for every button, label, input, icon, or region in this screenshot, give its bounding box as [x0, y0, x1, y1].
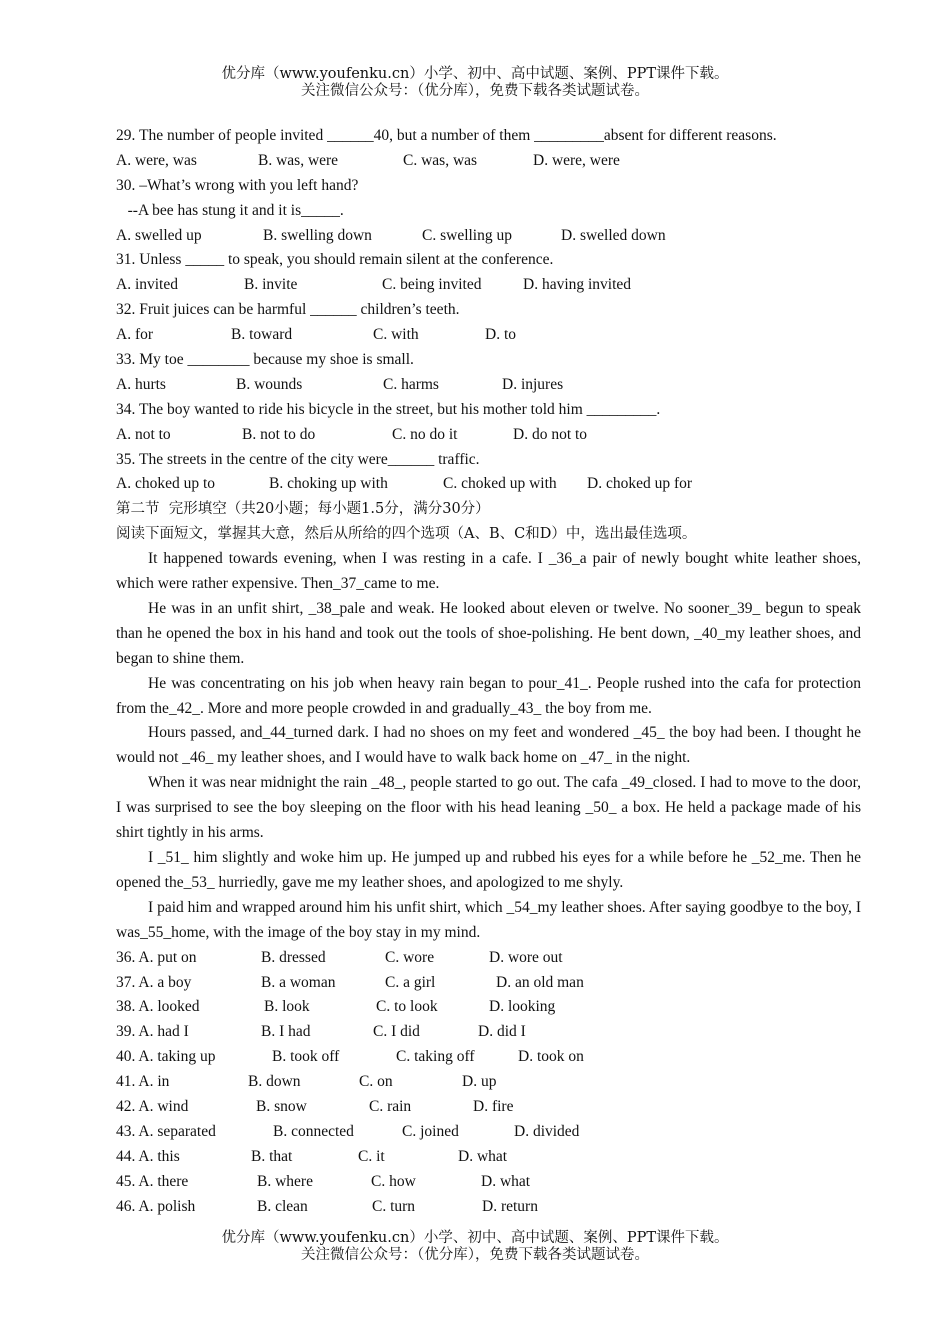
option-a: A. choked up to	[116, 475, 216, 493]
option-d: D. wore out	[489, 948, 563, 966]
option-b: B. snow	[256, 1097, 307, 1115]
option-a: A. swelled up	[116, 226, 202, 244]
option-b: B. choking up with	[269, 475, 388, 493]
option-d: D. return	[482, 1197, 538, 1215]
option-b: B. where	[257, 1172, 313, 1190]
exam-content	[116, 124, 861, 1219]
passage-paragraph-7: I paid him and wrapped around him his unfit shirt, which _54_my leather shoes. After saying goodbye to the boy, I was_55_home, with the image of the boy stay in my mind.	[116, 898, 861, 941]
question-36-options	[116, 946, 861, 971]
question-34-options	[116, 423, 861, 448]
passage-paragraph-1: It happened towards evening, when I was resting in a cafe. I _36_a pair of newly bought white leather shoes, which were rather expensive. Then_37_came to me.	[116, 550, 861, 593]
question-41-options	[116, 1070, 861, 1095]
option-a: A. were, was	[116, 151, 197, 169]
option-c: C. I did	[373, 1023, 420, 1041]
option-d: D. swelled down	[561, 226, 666, 244]
option-d: D. up	[462, 1073, 497, 1091]
question-29-options	[116, 149, 861, 174]
option-b: B. that	[251, 1147, 293, 1165]
option-b: B. dressed	[261, 948, 326, 966]
option-c: C. taking off	[396, 1048, 475, 1066]
question-35-options	[116, 472, 861, 497]
option-d: D. fire	[473, 1097, 514, 1115]
option-b: B. down	[248, 1073, 301, 1091]
option-a: 45. A. there	[116, 1172, 189, 1190]
option-c: C. turn	[372, 1197, 416, 1215]
question-31-stem: 31. Unless _____ to speak, you should remain silent at the conference.	[116, 251, 554, 269]
option-c: C. no do it	[392, 425, 458, 443]
question-42-options	[116, 1095, 861, 1120]
question-43-options	[116, 1120, 861, 1145]
option-d: D. divided	[514, 1122, 580, 1140]
question-45-options	[116, 1170, 861, 1195]
question-33-options	[116, 373, 861, 398]
option-b: B. took off	[272, 1048, 340, 1066]
header-line-1: 优分库（www.youfenku.cn）小学、初中、高中试题、案例、PPT课件下载。	[221, 66, 729, 82]
option-b: B. connected	[273, 1122, 354, 1140]
option-c: C. joined	[402, 1122, 459, 1140]
question-35-stem: 35. The streets in the centre of the city were______ traffic.	[116, 450, 480, 468]
passage-paragraph-4: Hours passed, and_44_turned dark. I had no shoes on my feet and wondered _45_ the boy had been. I thought he would not _46_ my leather shoes, and I would have to walk back home on _47_ in the night.	[116, 724, 861, 767]
option-a: 38. A. looked	[116, 998, 200, 1016]
option-c: C. rain	[369, 1097, 412, 1115]
question-31-options	[116, 273, 861, 298]
option-c: C. choked up with	[443, 475, 557, 493]
option-a: 41. A. in	[116, 1073, 170, 1091]
option-b: B. invite	[244, 276, 298, 294]
option-c: C. harms	[383, 375, 439, 393]
option-a: 37. A. a boy	[116, 973, 192, 991]
option-c: C. to look	[376, 998, 438, 1016]
option-a: A. not to	[116, 425, 171, 443]
passage-paragraph-5: When it was near midnight the rain _48_, people started to go out. The cafa _49_closed. I had to move to the door, I was surprised to see the boy sleeping on the floor with his head leaning _50_ a box. He held a package made of his shirt tightly in his arms.	[116, 774, 861, 842]
option-d: D. an old man	[496, 973, 584, 991]
option-b: B. a woman	[261, 973, 336, 991]
option-a: 39. A. had I	[116, 1023, 189, 1041]
option-c: C. being invited	[382, 276, 482, 294]
question-46-options	[116, 1195, 861, 1220]
option-a: 36. A. put on	[116, 948, 197, 966]
section-title: 第二节 完形填空（共20小题；每小题1.5分，满分30分）	[116, 501, 490, 518]
option-c: C. wore	[385, 948, 435, 966]
option-c: C. swelling up	[422, 226, 512, 244]
option-a: A. invited	[116, 276, 178, 294]
option-b: B. swelling down	[263, 226, 372, 244]
option-d: D. to	[485, 326, 516, 344]
question-30-options	[116, 224, 861, 249]
option-d: D. injures	[502, 375, 564, 393]
option-a: 46. A. polish	[116, 1197, 196, 1215]
option-a: 43. A. separated	[116, 1122, 216, 1140]
option-d: D. having invited	[523, 276, 632, 294]
question-33-stem: 33. My toe ________ because my shoe is small.	[116, 351, 414, 369]
page-footer	[0, 1230, 950, 1264]
option-b: B. wounds	[236, 375, 303, 393]
option-c: C. was, was	[403, 151, 478, 169]
option-d: D. did I	[478, 1023, 526, 1041]
option-d: D. took on	[518, 1048, 584, 1066]
header-line-2: 关注微信公众号：（优分库），免费下载各类试题试卷。	[301, 83, 649, 99]
question-34-stem: 34. The boy wanted to ride his bicycle in the street, but his mother told him _________.	[116, 400, 661, 418]
option-d: D. what	[481, 1172, 531, 1190]
option-d: D. were, were	[533, 151, 620, 169]
option-c: C. it	[358, 1147, 385, 1165]
option-b: B. was, were	[258, 151, 339, 169]
option-a: A. for	[116, 326, 154, 344]
option-a: 42. A. wind	[116, 1097, 189, 1115]
passage-paragraph-2: He was in an unfit shirt, _38_pale and weak. He looked about eleven or twelve. No sooner_39_ begun to speak than he opened the box in his hand and took out the tools of shoe-polishing. He bent down, _40_my leather shoes, and began to shine them.	[116, 599, 861, 667]
question-38-options	[116, 995, 861, 1020]
option-d: D. choked up for	[587, 475, 693, 493]
option-d: D. do not to	[513, 425, 588, 443]
option-d: D. what	[458, 1147, 508, 1165]
question-30-stem-2: --A bee has stung it and it is_____.	[116, 201, 344, 219]
question-39-options	[116, 1020, 861, 1045]
option-c: C. a girl	[385, 973, 436, 991]
option-c: C. how	[371, 1172, 416, 1190]
option-d: D. looking	[489, 998, 556, 1016]
option-a: A. hurts	[116, 375, 166, 393]
option-b: B. I had	[261, 1023, 311, 1041]
question-30-stem: 30. –What’s wrong with you left hand?	[116, 176, 359, 194]
page-header	[0, 66, 950, 100]
question-44-options	[116, 1145, 861, 1170]
passage-paragraph-6: I _51_ him slightly and woke him up. He jumped up and rubbed his eyes for a while before he _52_me. Then he opened the_53_ hurriedly, gave me my leather shoes, and apologized to me shyly.	[116, 849, 861, 891]
passage-paragraph-3: He was concentrating on his job when heavy rain began to pour_41_. People rushed into the cafa for protection from the_42_. More and more people crowded in and gradually_43_ the boy from me.	[116, 674, 861, 717]
footer-line-1: 优分库（www.youfenku.cn）小学、初中、高中试题、案例、PPT课件下载。	[221, 1230, 729, 1246]
question-40-options	[116, 1045, 861, 1070]
option-b: B. look	[264, 998, 310, 1016]
option-c: C. on	[359, 1073, 393, 1091]
option-b: B. toward	[231, 326, 293, 344]
question-32-options	[116, 323, 861, 348]
option-c: C. with	[373, 326, 419, 344]
option-b: B. clean	[257, 1197, 308, 1215]
footer-line-2: 关注微信公众号：（优分库），免费下载各类试题试卷。	[301, 1247, 649, 1263]
section-instruction: 阅读下面短文，掌握其大意，然后从所给的四个选项（A、B、C和D）中，选出最佳选项。	[116, 526, 697, 543]
question-29-stem: 29. The number of people invited ______40, but a number of them _________absent for different reasons.	[116, 127, 777, 144]
question-32-stem: 32. Fruit juices can be harmful ______ children’s teeth.	[116, 301, 460, 319]
option-b: B. not to do	[242, 425, 316, 443]
option-a: 40. A. taking up	[116, 1048, 216, 1066]
question-37-options	[116, 971, 861, 996]
option-a: 44. A. this	[116, 1147, 180, 1165]
